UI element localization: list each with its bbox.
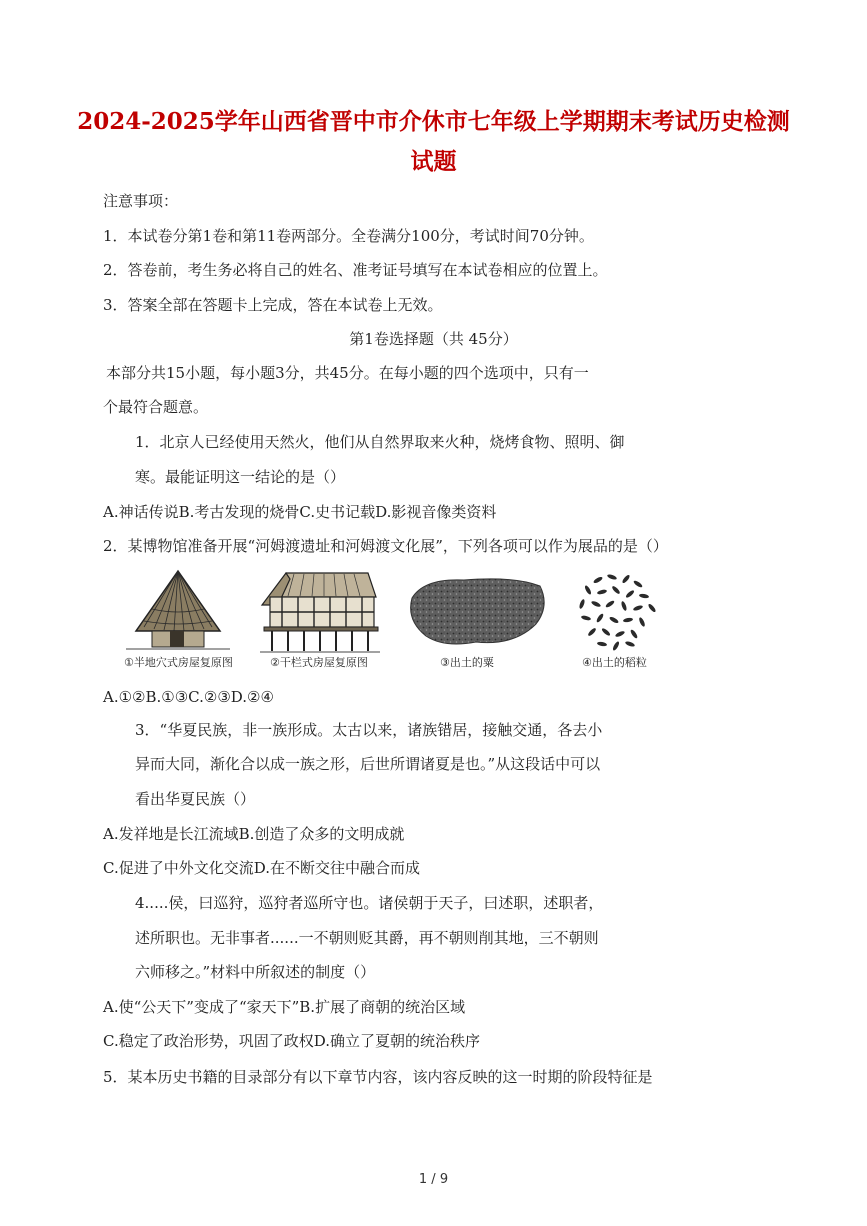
caption-1: ①半地穴式房屋复原图 [124, 656, 233, 669]
caption-2: ②干栏式房屋复原图 [270, 656, 368, 669]
notice-heading: 注意事项： [103, 192, 179, 210]
q1-options: A.神话传说B.考古发现的烧骨C.史书记载D.影视音像类资料 [103, 503, 497, 521]
section-intro-1: 本部分共15小题，每小题3分，共45分。在每小题的四个选项中，只有一 [106, 364, 589, 382]
notice-item-3: 3．答案全部在答题卡上完成，答在本试卷上无效。 [103, 296, 443, 314]
q3-stem-2: 异而大同，渐化合以成一族之形，后世所谓诸夏是也。”从这段话中可以 [135, 755, 601, 773]
figure-stilt-house [258, 565, 382, 657]
q3-options-2: C.促进了中外文化交流D.在不断交往中融合而成 [103, 859, 420, 877]
q4-options-1: A.使“公天下”变成了“家天下”B.扩展了商朝的统治区域 [103, 998, 466, 1016]
figure-rice-grains [568, 568, 664, 654]
figure-millet [404, 572, 550, 652]
section-intro-2: 个最符合题意。 [103, 398, 209, 416]
section-heading: 第1卷选择题（共 45分） [349, 330, 518, 348]
caption-4: ④出土的稻粒 [582, 656, 647, 669]
q3-stem-3: 看出华夏民族（） [135, 790, 256, 808]
q3-options-1: A.发祥地是长江流域B.创造了众多的文明成就 [103, 825, 405, 843]
notice-item-2: 2．答卷前，考生务必将自己的姓名、准考证号填写在本试卷相应的位置上。 [103, 261, 608, 279]
page-number: 1 / 9 [418, 1172, 449, 1187]
q1-stem-2: 寒。最能证明这一结论的是（） [135, 468, 346, 486]
q5-stem: 5．某本历史书籍的目录部分有以下章节内容，该内容反映的这一时期的阶段特征是 [103, 1068, 653, 1086]
q4-options-2: C.稳定了政治形势，巩固了政权D.确立了夏朝的统治秩序 [103, 1032, 480, 1050]
figure-semi-subterranean-house [122, 565, 234, 657]
q3-stem-1: 3．“华夏民族，非一族形成。太古以来，诸族错居，接触交通，各去小 [135, 721, 603, 739]
q4-stem-1: 4.....侯，曰巡狩，巡狩者巡所守也。诸侯朝于天子，曰述职，述职者， [135, 894, 604, 912]
q4-stem-3: 六师移之。”材料中所叙述的制度（） [135, 963, 376, 981]
q2-options: A.①②B.①③C.②③D.②④ [103, 688, 274, 706]
notice-item-1: 1．本试卷分第1卷和第11卷两部分。全卷满分100分，考试时间70分钟。 [103, 227, 594, 245]
q1-stem-1: 1．北京人已经使用天然火，他们从自然界取来火种，烧烤食物、照明、御 [135, 433, 625, 451]
exam-title-line2: 试题 [410, 148, 457, 175]
exam-title-line1: 2024-2025学年山西省晋中市介休市七年级上学期期末考试历史检测 [77, 108, 790, 135]
q4-stem-2: 述所职也。无非事者......一不朝则贬其爵，再不朝则削其地，三不朝则 [135, 929, 599, 947]
q2-stem: 2．某博物馆准备开展“河姆渡遗址和河姆渡文化展”，下列各项可以作为展品的是（） [103, 537, 668, 555]
caption-3: ③出土的粟 [440, 656, 494, 669]
